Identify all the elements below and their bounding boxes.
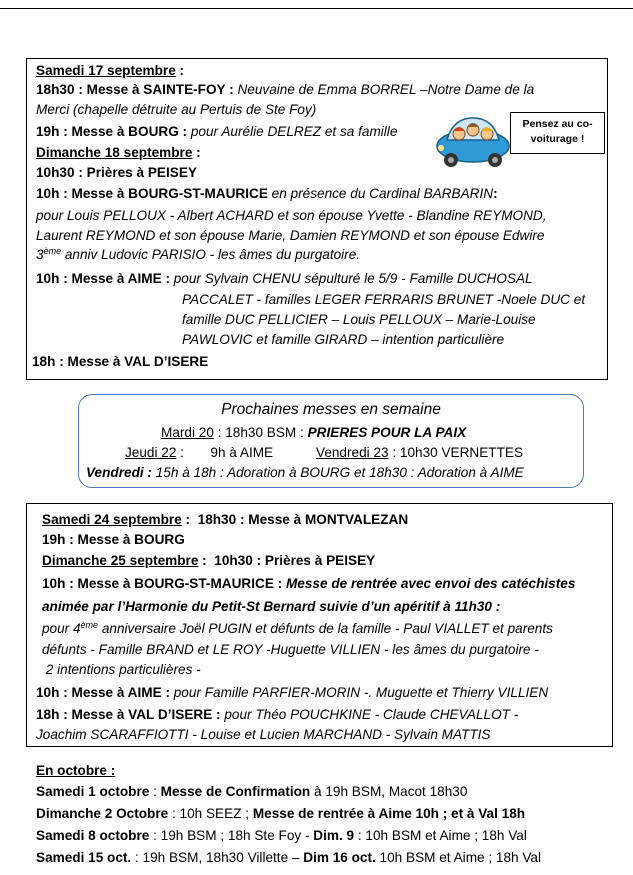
week1-peisey-line: 10h30 : Prières à PEISEY [36, 165, 197, 180]
week2-valdisere-line: 18h : Messe à VAL D’ISERE : pour Théo POUCHKINE - Claude CHEVALLOT - [36, 707, 519, 722]
week1-bsm-intentions-1: pour Louis PELLOUX - Albert ACHARD et son épouse Yvette - Blandine REYMOND, [36, 208, 547, 223]
week1-aime-line3: famille DUC PELLICIER – Louis PELLOUX – Marie-Louise [182, 312, 536, 327]
weekday-title: Prochaines messes en semaine [221, 401, 441, 418]
week2-bourg-line: 19h : Messe à BOURG [42, 532, 185, 547]
week2-bsm-intentions-2: défunts - Famille BRAND et LE ROY -Huguette VILLIEN - les âmes du purgatoire - [42, 642, 539, 657]
week2-aime-line: 10h : Messe à AIME : pour Famille PARFIER-MORIN -. Muguette et Thierry VILLIEN [36, 685, 549, 700]
week1-bsm-intentions-2: Laurent REYMOND et son épouse Marie, Damien REYMOND et son épouse Edwire [36, 228, 545, 243]
week1-saintefoy-line2: Merci (chapelle détruite au Pertuis de Ste Foy) [36, 102, 317, 117]
week2-bsm-intentions-1: pour 4ème anniversaire Joël PUGIN et défunts de la famille - Paul VIALLET et parents [42, 620, 553, 636]
carpool-line-1: Pensez au co- [522, 118, 593, 130]
weekday-vendredi: Vendredi : 15h à 18h : Adoration à BOURG et 18h30 : Adoration à AIME [86, 465, 524, 480]
week1-bsm-intentions-3: 3ème anniv Ludovic PARISIO - les âmes du purgatoire. [36, 246, 361, 262]
week2-saturday-line: Samedi 24 septembre : 18h30 : Messe à MONTVALEZAN [42, 512, 409, 527]
week2-valdisere-line2: Joachim SCARAFFIOTTI - Louise et Lucien MARCHAND - Sylvain MATTIS [36, 727, 491, 742]
october-heading: En octobre : [36, 763, 116, 778]
week2-bsm-line2: animée par l’Harmonie du Petit-St Bernard suivie d’un apéritif à 11h30 : [42, 599, 501, 614]
weekday-jeudi: Jeudi 22 : 9h à AIME [125, 445, 274, 460]
carpool-note [510, 112, 605, 154]
week1-sunday-heading: Dimanche 18 septembre : [36, 145, 201, 160]
week2-sunday-line: Dimanche 25 septembre : 10h30 : Prières à PEISEY [42, 553, 376, 568]
week1-saturday-heading: Samedi 17 septembre : [36, 63, 185, 78]
carpool-line-2: voiturage ! [530, 133, 585, 145]
october-row-4: Samedi 15 oct. : 19h BSM, 18h30 Villette – Dim 16 oct. 10h BSM et Aime ; 18h Val [36, 850, 542, 865]
week1-saintefoy-line: 18h30 : Messe à SAINTE-FOY : Neuvaine de Emma BORREL –Notre Dame de la [36, 82, 535, 97]
weekday-mardi: Mardi 20 : 18h30 BSM : PRIERES POUR LA PAIX [161, 425, 467, 440]
car-illustration [433, 110, 513, 168]
week2-bsm-intentions-3: 2 intentions particulières - [42, 662, 201, 677]
october-row-1: Samedi 1 octobre : Messe de Confirmation à 19h BSM, Macot 18h30 [36, 784, 468, 799]
week2-bsm-line: 10h : Messe à BOURG-ST-MAURICE : Messe de rentrée avec envoi des catéchistes [42, 576, 576, 591]
october-row-2: Dimanche 2 Octobre : 10h SEEZ ; Messe de rentrée à Aime 10h ; et à Val 18h [36, 806, 526, 821]
october-row-3: Samedi 8 octobre : 19h BSM ; 18h Ste Foy - Dim. 9 : 10h BSM et Aime ; 18h Val [36, 828, 527, 843]
week1-bsm-line: 10h : Messe à BOURG-ST-MAURICE en présence du Cardinal BARBARIN: [36, 186, 498, 201]
week1-aime-line4: PAWLOVIC et famille GIRARD – intention particulière [182, 332, 505, 347]
week1-valdisere-line: 18h : Messe à VAL D’ISERE [32, 354, 209, 369]
week1-aime-line2: PACCALET - familles LEGER FERRARIS BRUNET -Noele DUC et [182, 292, 586, 307]
top-rule [0, 8, 633, 9]
week1-bourg-line: 19h : Messe à BOURG : pour Aurélie DELREZ et sa famille [36, 124, 398, 139]
weekday-vendredi23: Vendredi 23 : 10h30 VERNETTES [316, 445, 524, 460]
week1-aime-line: 10h : Messe à AIME : pour Sylvain CHENU sépulturé le 5/9 - Famille DUCHOSAL [36, 271, 533, 286]
